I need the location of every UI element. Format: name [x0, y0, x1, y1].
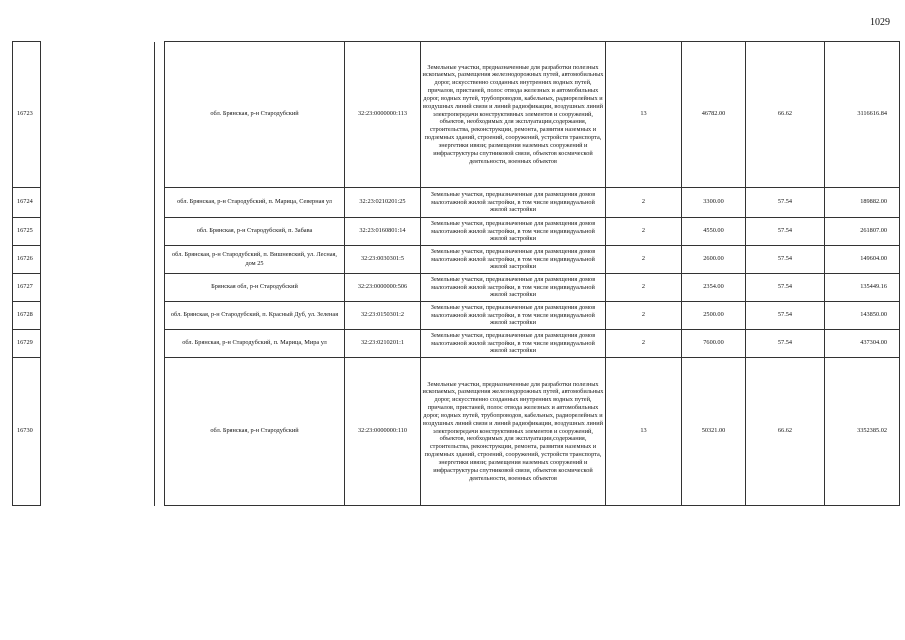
cadastral-number-cell: 32:23:0150301:2	[345, 302, 421, 330]
cadastral-number-cell: 32:23:0210201:1	[345, 330, 421, 358]
blank-cell	[41, 218, 155, 246]
specific-value-cell: 57.54	[746, 330, 825, 358]
group-cell: 2	[606, 302, 682, 330]
gap-cell	[155, 274, 165, 302]
land-use-description-cell: Земельные участки, предназначенные для разработки полезных ископаемых, размещения железнодорожных путей, автомобильных дорог, искусственно созданных внутренних водных путей, причалов, пристаней, полос отвода железных и автомобильных дорог, водных путей, трубопроводов, кабельных, радиорелейных и воздушных линий связи и линий радиофикации, воздушных линий электропередачи конструктивных элементов и сооружений, объектов, необходимых для эксплуатации,содержания, строительства, реконструкции, ремонта, развития наземных и подземных зданий, строений, сооружений, устройств транспорта, энергетики ивязи; размещения наземных сооружений и инфраструктуры спутниковой связи, объектов космической деятельности, военных объектов	[421, 358, 606, 506]
cadastral-number-cell: 32:23:0000000:113	[345, 42, 421, 188]
table-row	[13, 358, 900, 506]
land-use-description-cell: Земельные участки, предназначенные для размещения домов малоэтажной жилой застройки, в том числе индивидуальной жилой застройки	[421, 188, 606, 218]
specific-value-cell: 66.62	[746, 358, 825, 506]
cadastral-number-cell: 32:23:0000000:506	[345, 274, 421, 302]
gap-cell	[155, 218, 165, 246]
cadastral-value-cell: 3116616.84	[825, 42, 900, 188]
cadastral-number-cell: 32:23:0030301:5	[345, 246, 421, 274]
blank-cell	[41, 246, 155, 274]
address-cell: обл. Брянская, р-н Стародубский	[165, 42, 345, 188]
table-row	[13, 274, 900, 302]
row-number: 16724	[13, 188, 41, 218]
area-cell: 7600.00	[682, 330, 746, 358]
specific-value-cell: 66.62	[746, 42, 825, 188]
area-cell: 3300.00	[682, 188, 746, 218]
blank-cell	[41, 358, 155, 506]
row-number: 16728	[13, 302, 41, 330]
row-number: 16725	[13, 218, 41, 246]
specific-value-cell: 57.54	[746, 188, 825, 218]
table-body	[13, 42, 900, 506]
cadastral-value-table	[12, 41, 900, 506]
table-row	[13, 42, 900, 188]
group-cell: 2	[606, 274, 682, 302]
area-cell: 2354.00	[682, 274, 746, 302]
row-number: 16730	[13, 358, 41, 506]
land-use-description-cell: Земельные участки, предназначенные для разработки полезных ископаемых, размещения железнодорожных путей, автомобильных дорог, искусственно созданных внутренних водных путей, причалов, пристаней, полос отвода железных и автомобильных дорог, водных путей, трубопроводов, кабельных, радиорелейных и воздушных линий связи и линий радиофикации, воздушных линий электропередачи конструктивных элементов и сооружений, объектов, необходимых для эксплуатации,содержания, строительства, реконструкции, ремонта, развития наземных и подземных зданий, строений, сооружений, устройств транспорта, энергетики ивязи; размещения наземных сооружений и инфраструктуры спутниковой связи, объектов космической деятельности, военных объектов	[421, 42, 606, 188]
cadastral-value-cell: 149604.00	[825, 246, 900, 274]
cadastral-value-cell: 3352385.02	[825, 358, 900, 506]
cadastral-value-cell: 135449.16	[825, 274, 900, 302]
area-cell: 2500.00	[682, 302, 746, 330]
table-row	[13, 188, 900, 218]
blank-cell	[41, 302, 155, 330]
cadastral-number-cell: 32:23:0210201:25	[345, 188, 421, 218]
table-row	[13, 218, 900, 246]
specific-value-cell: 57.54	[746, 218, 825, 246]
blank-cell	[41, 274, 155, 302]
gap-cell	[155, 330, 165, 358]
gap-cell	[155, 302, 165, 330]
table-row	[13, 302, 900, 330]
land-use-description-cell: Земельные участки, предназначенные для размещения домов малоэтажной жилой застройки, в том числе индивидуальной жилой застройки	[421, 274, 606, 302]
land-use-description-cell: Земельные участки, предназначенные для размещения домов малоэтажной жилой застройки, в том числе индивидуальной жилой застройки	[421, 330, 606, 358]
area-cell: 4550.00	[682, 218, 746, 246]
specific-value-cell: 57.54	[746, 274, 825, 302]
group-cell: 13	[606, 42, 682, 188]
specific-value-cell: 57.54	[746, 246, 825, 274]
land-use-description-cell: Земельные участки, предназначенные для размещения домов малоэтажной жилой застройки, в том числе индивидуальной жилой застройки	[421, 218, 606, 246]
cadastral-value-cell: 261807.00	[825, 218, 900, 246]
address-cell: обл. Брянская, р-н Стародубский	[165, 358, 345, 506]
page-number: 1029	[870, 17, 890, 28]
address-cell: обл. Брянская, р-н Стародубский, п. Забава	[165, 218, 345, 246]
row-number: 16727	[13, 274, 41, 302]
gap-cell	[155, 188, 165, 218]
group-cell: 2	[606, 246, 682, 274]
table-row	[13, 330, 900, 358]
gap-cell	[155, 42, 165, 188]
blank-cell	[41, 188, 155, 218]
row-number: 16729	[13, 330, 41, 358]
cadastral-value-cell: 437304.00	[825, 330, 900, 358]
gap-cell	[155, 246, 165, 274]
area-cell: 50321.00	[682, 358, 746, 506]
address-cell: Брянская обл, р-н Стародубский	[165, 274, 345, 302]
land-use-description-cell: Земельные участки, предназначенные для размещения домов малоэтажной жилой застройки, в том числе индивидуальной жилой застройки	[421, 246, 606, 274]
address-cell: обл. Брянская, р-н Стародубский, п. Красный Дуб, ул. Зеленая	[165, 302, 345, 330]
address-cell: обл. Брянская, р-н Стародубский, п. Марица, Мира ул	[165, 330, 345, 358]
area-cell: 46782.00	[682, 42, 746, 188]
group-cell: 2	[606, 188, 682, 218]
blank-cell	[41, 330, 155, 358]
row-number: 16723	[13, 42, 41, 188]
specific-value-cell: 57.54	[746, 302, 825, 330]
address-cell: обл. Брянская, р-н Стародубский, п. Марица, Северная ул	[165, 188, 345, 218]
group-cell: 2	[606, 330, 682, 358]
group-cell: 13	[606, 358, 682, 506]
gap-cell	[155, 358, 165, 506]
row-number: 16726	[13, 246, 41, 274]
cadastral-number-cell: 32:23:0000000:110	[345, 358, 421, 506]
area-cell: 2600.00	[682, 246, 746, 274]
group-cell: 2	[606, 218, 682, 246]
blank-cell	[41, 42, 155, 188]
table-row	[13, 246, 900, 274]
cadastral-value-cell: 143850.00	[825, 302, 900, 330]
cadastral-value-cell: 189882.00	[825, 188, 900, 218]
cadastral-number-cell: 32:23:0160801:14	[345, 218, 421, 246]
land-use-description-cell: Земельные участки, предназначенные для размещения домов малоэтажной жилой застройки, в том числе индивидуальной жилой застройки	[421, 302, 606, 330]
address-cell: обл. Брянская, р-н Стародубский, п. Вишневский, ул. Лесная, дом 25	[165, 246, 345, 274]
